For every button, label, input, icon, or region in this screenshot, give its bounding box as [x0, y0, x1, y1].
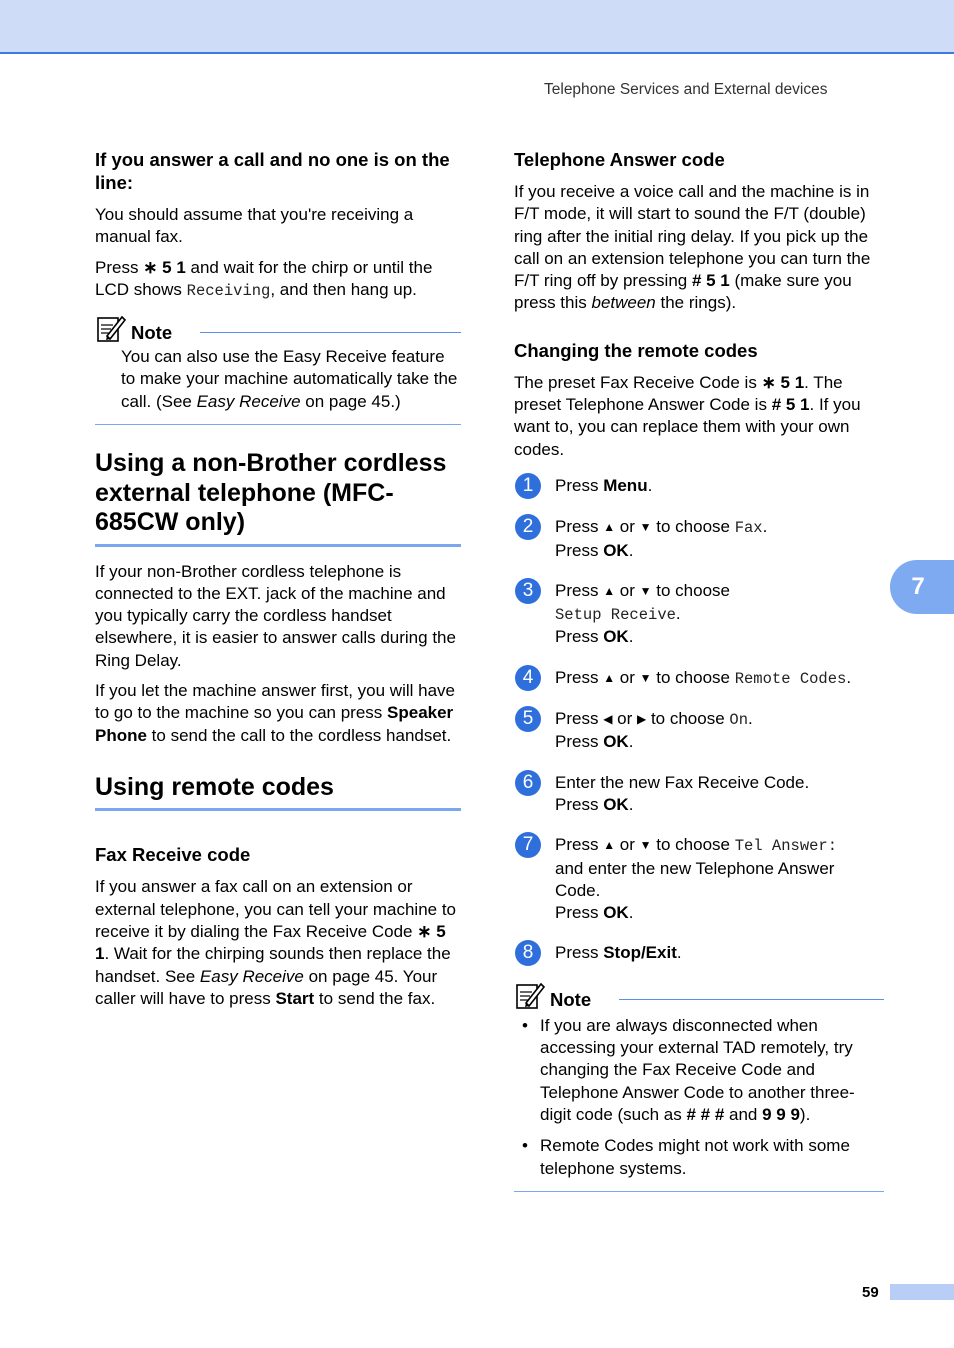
note-box-1	[95, 318, 461, 425]
text: .	[676, 943, 682, 963]
step-line: and enter the new Telephone Answer Code.	[555, 858, 835, 900]
cordless-paragraph-1: If your non-Brother cordless telephone is connected to the EXT. jack of the machine and you typically carry the cordless handset elsewhere, it is easier to answer calls during the Ring Delay.	[95, 561, 456, 670]
text: Press	[555, 580, 604, 600]
up-arrow-icon: ▲	[603, 520, 616, 535]
down-arrow-icon: ▼	[639, 583, 652, 598]
step-7	[514, 834, 884, 924]
step-line	[555, 626, 884, 648]
note-bullet-2	[514, 1135, 884, 1180]
bullet-icon: •	[522, 1136, 528, 1156]
text: Press	[555, 903, 604, 923]
lcd-text: Fax	[734, 519, 763, 538]
text: .	[762, 517, 768, 537]
step-line: Enter the new Fax Receive Code.	[555, 772, 810, 792]
step-number: 6	[515, 770, 541, 796]
step-line	[555, 603, 884, 626]
page-number-bar	[890, 1284, 954, 1300]
cordless-paragraph-2	[95, 680, 461, 747]
note-header	[514, 985, 884, 1013]
text: .	[628, 627, 634, 647]
step-1	[514, 475, 884, 497]
changing-remote-codes-paragraph	[514, 372, 884, 461]
left-arrow-icon: ◀	[603, 712, 613, 727]
down-arrow-icon: ▼	[639, 520, 652, 535]
text: Press	[555, 732, 604, 752]
step-number: 5	[515, 706, 541, 732]
note-bullet-1	[514, 1015, 884, 1126]
text: You can also use the Easy Receive feature to make your machine automatically take the call. (See	[121, 347, 458, 411]
step-2	[514, 516, 884, 562]
text: and wait for the chirp or until the LCD shows	[95, 257, 433, 299]
step-number: 2	[515, 514, 541, 540]
text: The preset Fax Receive Code is	[514, 372, 762, 392]
text: on page 45.)	[300, 391, 401, 411]
text: to send the fax.	[314, 988, 436, 1008]
text: or	[615, 835, 640, 855]
right-column	[514, 148, 884, 1192]
step-3	[514, 580, 884, 649]
text: . The preset Telephone Answer Code is	[514, 372, 843, 415]
down-arrow-icon: ▼	[639, 670, 652, 685]
text: to choose	[651, 667, 735, 687]
left-column	[95, 148, 461, 1018]
step-line	[555, 667, 884, 690]
key-speaker-phone: Speaker Phone	[95, 703, 454, 745]
text: Press	[95, 257, 144, 277]
step-line	[555, 731, 884, 753]
up-arrow-icon: ▲	[603, 838, 616, 853]
text: or	[612, 709, 637, 729]
up-arrow-icon: ▲	[603, 583, 616, 598]
code-example: # # #	[686, 1104, 725, 1124]
text: Press	[555, 794, 604, 814]
text: .	[628, 903, 634, 923]
text: .	[628, 540, 634, 560]
step-number: 3	[515, 578, 541, 604]
note-link[interactable]: Easy Receive	[196, 391, 301, 411]
answer-paragraph-2	[95, 257, 461, 303]
step-6	[514, 772, 884, 817]
step-4	[514, 667, 884, 690]
text: the rings).	[655, 293, 737, 313]
bullet-icon: •	[522, 1015, 528, 1035]
step-number: 4	[515, 665, 541, 691]
text: to choose	[651, 517, 735, 537]
text: . Wait for the chirping sounds then replace the handset. See	[95, 944, 451, 986]
key-start: Start	[275, 988, 315, 1008]
step-line	[555, 834, 884, 857]
key-ok: OK	[603, 794, 629, 814]
step-8	[514, 942, 884, 964]
step-number: 8	[515, 940, 541, 966]
code-example: 9 9 9	[762, 1104, 800, 1124]
key-sequence: ∗ 5 1	[95, 922, 446, 964]
easy-receive-link[interactable]: Easy Receive	[199, 966, 304, 986]
note-rule	[619, 999, 884, 1000]
step-line	[555, 580, 884, 603]
text: .	[675, 604, 681, 624]
key-ok: OK	[603, 540, 629, 560]
header-band	[0, 0, 954, 54]
lcd-text: Tel Answer:	[734, 837, 838, 856]
text: or	[615, 667, 640, 687]
changing-remote-codes-heading: Changing the remote codes	[514, 339, 758, 361]
step-line	[555, 902, 884, 924]
note-rule	[200, 332, 461, 333]
page-number: 59	[862, 1284, 879, 1301]
text: Press	[555, 943, 604, 963]
key-ok: OK	[603, 732, 629, 752]
text: If you receive a voice call and the machine is in F/T mode, it will start to sound the F/T (double) ring after the initial ring delay. If you pick up the call on an extension telephone you can turn the F/T ring off by pressing	[514, 182, 871, 291]
text: on page 45. Your caller will have to press	[95, 966, 438, 1008]
cordless-heading: Using a non-Brother cordless external telephone (MFC-685CW only)	[95, 449, 461, 547]
remote-codes-heading: Using remote codes	[95, 773, 461, 812]
text: If you let the machine answer first, you will have to go to the machine so you can press	[95, 681, 455, 723]
note-pencil-icon	[95, 314, 127, 344]
step-5	[514, 708, 884, 754]
text: and	[724, 1104, 763, 1124]
lcd-text: On	[729, 711, 748, 730]
text: .	[846, 667, 852, 687]
answer-paragraph-1: You should assume that you're receiving a manual fax.	[95, 205, 414, 247]
answer-heading: If you answer a call and no one is on the line:	[95, 149, 450, 193]
text: .	[748, 709, 753, 729]
text: ).	[799, 1104, 811, 1124]
text: , and then hang up.	[270, 279, 417, 299]
up-arrow-icon: ▲	[603, 670, 616, 685]
note-end-rule	[95, 424, 461, 425]
key-sequence: ∗ 5 1	[761, 372, 805, 392]
text: . If you want to, you can replace them with your own codes.	[514, 395, 861, 459]
text: Press	[555, 540, 604, 560]
text: (make sure you press this	[514, 271, 852, 313]
step-line	[555, 540, 884, 562]
note-text	[121, 346, 461, 413]
key-ok: OK	[603, 903, 629, 923]
note-box-2	[514, 985, 884, 1192]
down-arrow-icon: ▼	[639, 838, 652, 853]
step-line	[555, 708, 884, 731]
text: .	[647, 475, 653, 495]
lcd-text: Setup Receive	[555, 606, 676, 625]
text: to choose	[646, 709, 730, 729]
text: .	[628, 794, 634, 814]
lcd-text: Remote Codes	[734, 669, 847, 688]
text: Press	[555, 667, 604, 687]
right-arrow-icon: ▶	[636, 712, 647, 727]
text: Press	[555, 627, 604, 647]
key-stop-exit: Stop/Exit	[603, 943, 677, 963]
text: Remote Codes might not work with some telephone systems.	[540, 1136, 850, 1178]
key-sequence: # 5 1	[771, 395, 810, 415]
note-header	[95, 318, 461, 346]
telephone-answer-code-heading: Telephone Answer code	[514, 149, 725, 170]
note-pencil-icon	[514, 981, 546, 1011]
text: Press	[555, 517, 604, 537]
emphasis: between	[591, 293, 656, 313]
key-menu: Menu	[603, 475, 648, 495]
key-sequence: ∗ 5 1	[143, 257, 186, 277]
fax-receive-code-paragraph	[95, 876, 461, 1010]
step-line	[555, 516, 884, 539]
text: If you answer a fax call on an extension or external telephone, you can tell your machine to receive it by dialing the Fax Receive Code	[95, 877, 457, 942]
text: Press	[555, 709, 604, 729]
step-number: 1	[515, 473, 541, 499]
note-body	[95, 346, 461, 413]
text: .	[628, 732, 634, 752]
note-end-rule	[514, 1191, 884, 1192]
fax-receive-code-heading: Fax Receive code	[95, 844, 251, 866]
text: or	[615, 517, 640, 537]
text: If you are always disconnected when accessing your external TAD remotely, try changing the Fax Receive Code and Telephone Answer Code to another three-digit code (such as	[540, 1015, 855, 1124]
note-title: Note	[550, 988, 592, 1010]
note-title: Note	[131, 322, 173, 344]
telephone-answer-code-paragraph	[514, 181, 884, 315]
running-head: Telephone Services and External devices	[544, 81, 828, 98]
text: to send the call to the cordless handset.	[146, 725, 452, 745]
key-sequence: # 5 1	[691, 271, 730, 291]
key-ok: OK	[603, 627, 629, 647]
text: Press	[555, 835, 604, 855]
text: Press	[555, 475, 604, 495]
chapter-tab: 7	[890, 560, 954, 614]
text: to choose	[651, 835, 735, 855]
lcd-text: Receiving	[186, 281, 271, 300]
step-line	[555, 794, 884, 816]
text: or	[615, 580, 640, 600]
text: to choose	[651, 580, 730, 600]
step-number: 7	[515, 832, 541, 858]
